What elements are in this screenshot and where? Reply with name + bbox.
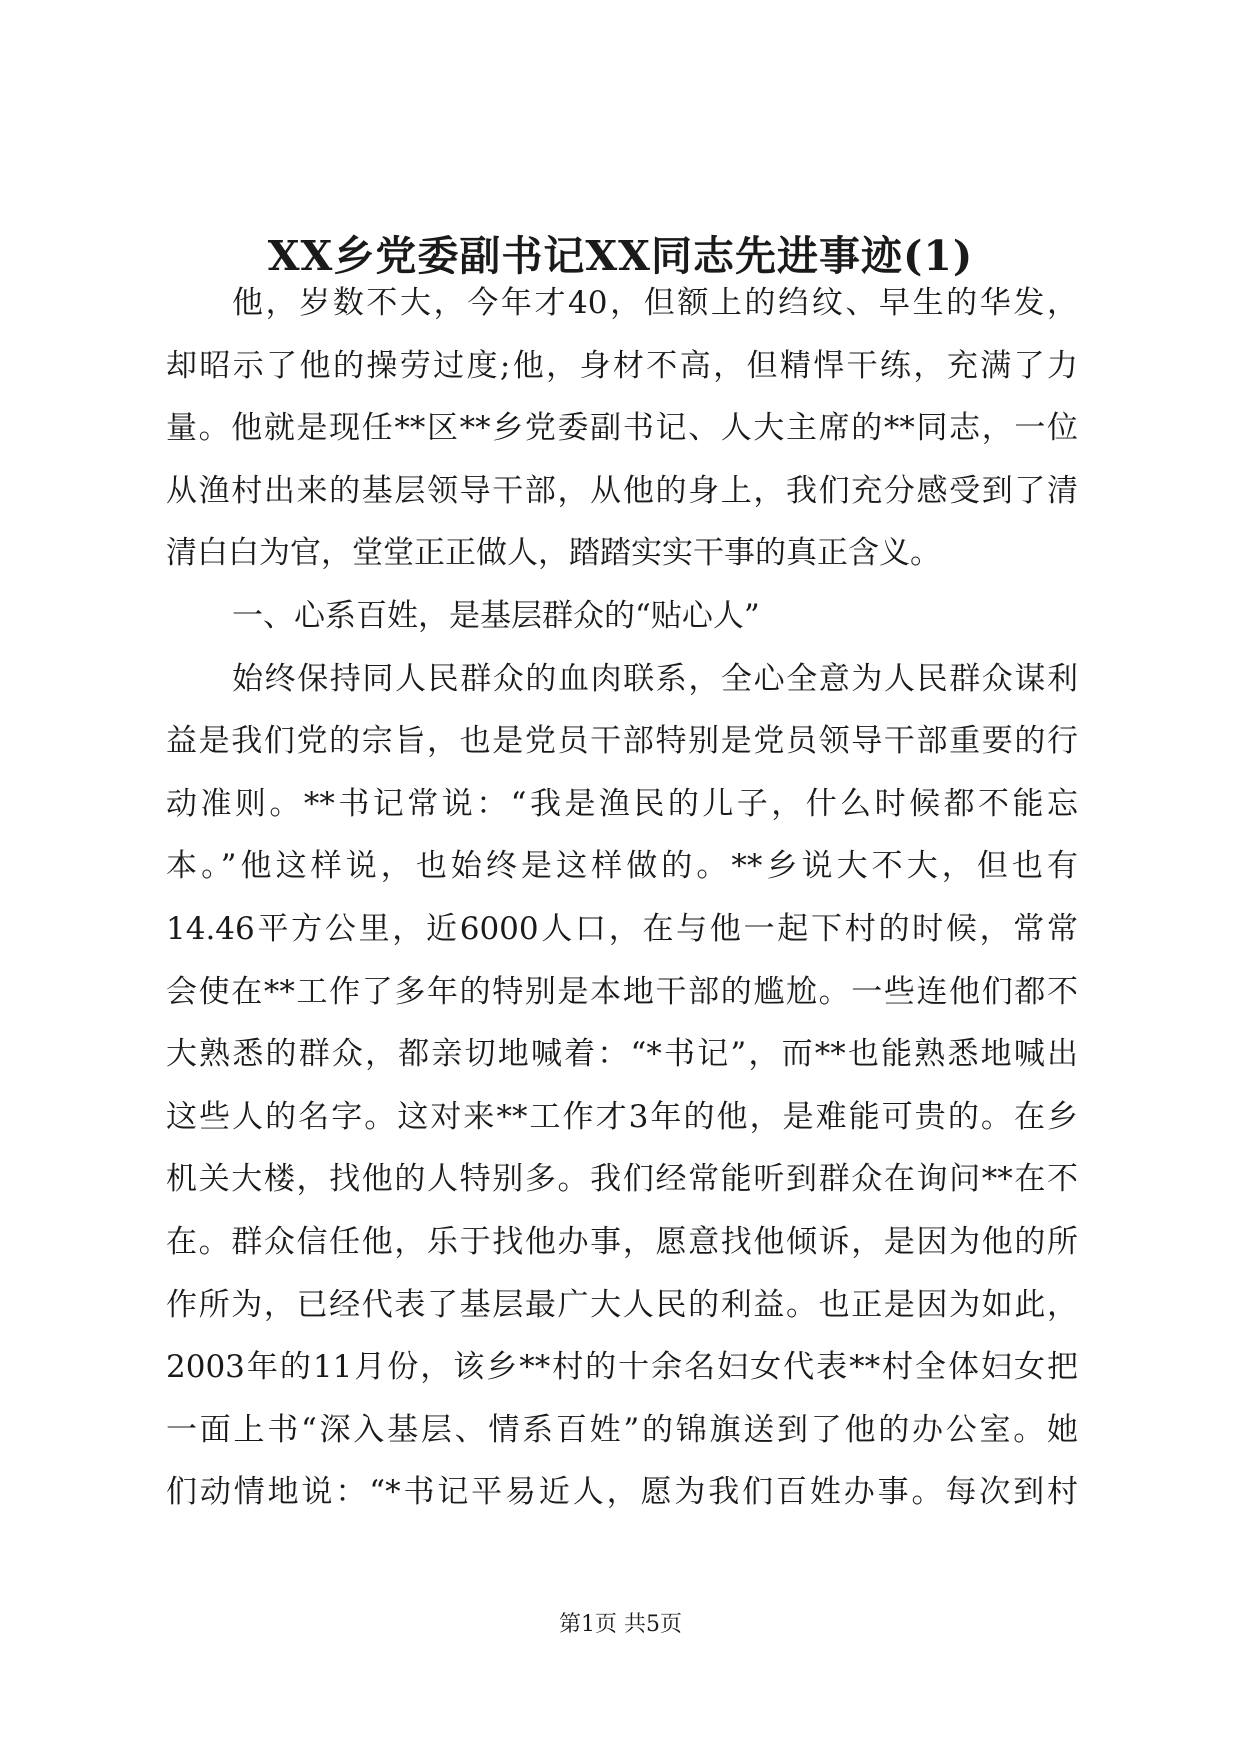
text-line: 2003年的11月份，该乡**村的十余名妇女代表**村全体妇女把 xyxy=(166,1349,1078,1386)
text-line: 作所为，已经代表了基层最广大人民的利益。也正是因为如此， xyxy=(166,1286,1078,1323)
text-line: 清白白为官，堂堂正正做人，踏踏实实干事的真正含义。 xyxy=(166,535,941,572)
text-line: 动准则。**书记常说：“我是渔民的儿子，什么时候都不能忘 xyxy=(166,785,1078,822)
text-line: 会使在**工作了多年的特别是本地干部的尴尬。一些连他们都不 xyxy=(166,973,1078,1010)
section-heading: 一、心系百姓，是基层群众的“贴心人” xyxy=(232,597,760,634)
text-line: 从渔村出来的基层领导干部，从他的身上，我们充分感受到了清 xyxy=(166,472,1078,509)
text-line: 14.46平方公里，近6000人口，在与他一起下村的时候，常常 xyxy=(166,910,1078,947)
text-line: 机关大楼，找他的人特别多。我们经常能听到群众在询问**在不 xyxy=(166,1161,1078,1198)
text-line: 在。群众信任他，乐于找他办事，愿意找他倾诉，是因为他的所 xyxy=(166,1223,1078,1260)
document-body xyxy=(166,272,1078,1524)
text-line: 他，岁数不大，今年才40，但额上的绉纹、早生的华发， xyxy=(232,285,1078,321)
text-line: 始终保持同人民群众的血肉联系，全心全意为人民群众谋利 xyxy=(232,660,1078,697)
document-title: XX乡党委副书记XX同志先进事迹(1) xyxy=(267,232,974,280)
text-line: 本。”他这样说，也始终是这样做的。**乡说大不大，但也有 xyxy=(166,848,1078,885)
text-line: 却昭示了他的操劳过度;他，身材不高，但精悍干练，充满了力 xyxy=(166,347,1078,384)
text-line: 量。他就是现任**区**乡党委副书记、人大主席的**同志，一位 xyxy=(166,410,1078,447)
text-line: 益是我们党的宗旨，也是党员干部特别是党员领导干部重要的行 xyxy=(166,723,1078,760)
text-line: 大熟悉的群众，都亲切地喊着：“*书记”，而**也能熟悉地喊出 xyxy=(166,1036,1078,1073)
text-line: 这些人的名字。这对来**工作才3年的他，是难能可贵的。在乡 xyxy=(166,1098,1078,1135)
text-line: 一面上书“深入基层、情系百姓”的锦旗送到了他的办公室。她 xyxy=(166,1411,1078,1448)
page-footer: 第1页 共5页 xyxy=(559,1612,682,1637)
text-line: 们动情地说：“*书记平易近人，愿为我们百姓办事。每次到村 xyxy=(166,1474,1078,1511)
